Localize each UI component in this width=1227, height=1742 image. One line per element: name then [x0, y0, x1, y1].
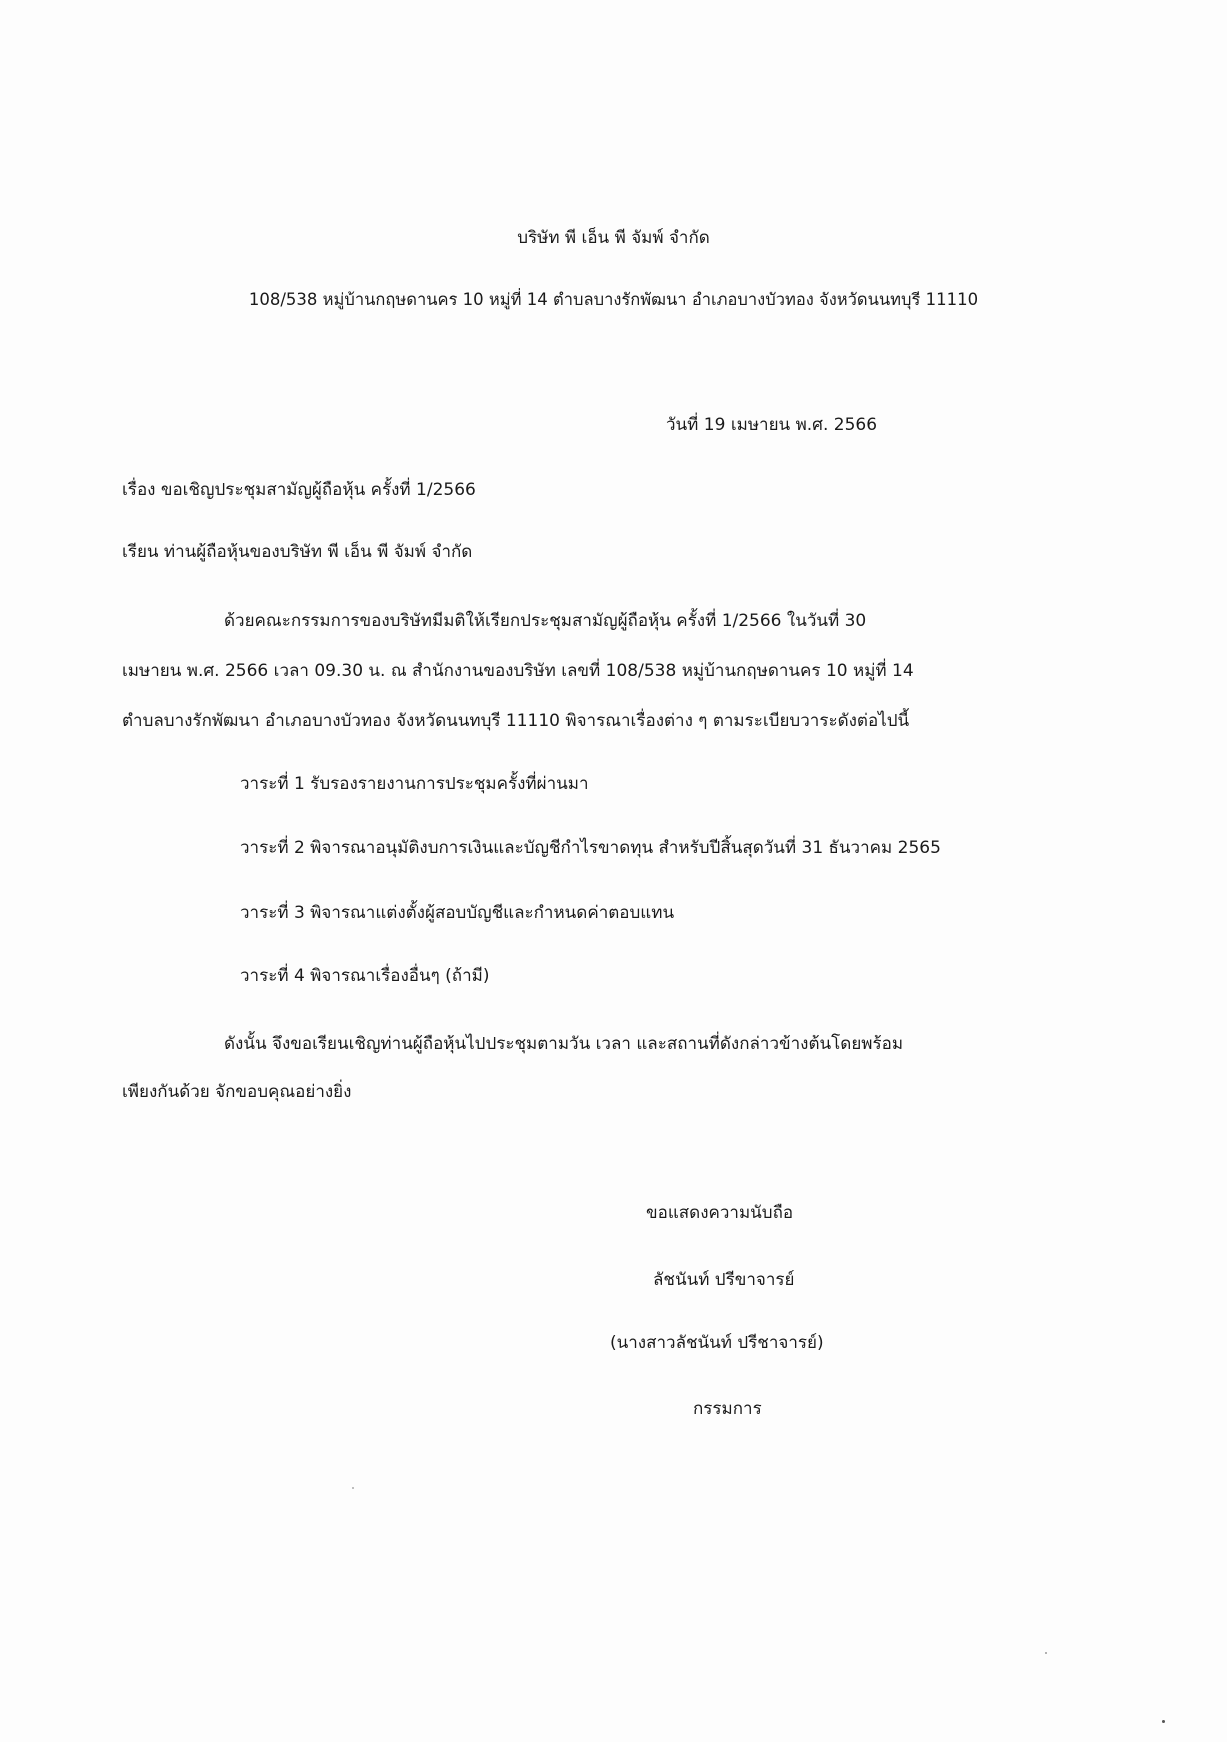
- scan-speck: [1162, 1720, 1165, 1723]
- body-paragraph-1-line-3: ตำบลบางรักพัฒนา อำเภอบางบัวทอง จังหวัดนนทบุรี 11110 พิจารณาเรื่องต่าง ๆ ตามระเบียบวาระดังต่อไปนี้: [122, 711, 910, 731]
- agenda-item-1: วาระที่ 1 รับรองรายงานการประชุมครั้งที่ผ่านมา: [240, 774, 589, 794]
- agenda-item-2: วาระที่ 2 พิจารณาอนุมัติงบการเงินและบัญชีกำไรขาดทุน สำหรับปีสิ้นสุดวันที่ 31 ธันวาคม 2565: [240, 838, 941, 858]
- agenda-item-3: วาระที่ 3 พิจารณาแต่งตั้งผู้สอบบัญชีและกำหนดค่าตอบแทน: [240, 903, 675, 923]
- agenda-item-4: วาระที่ 4 พิจารณาเรื่องอื่นๆ (ถ้ามี): [240, 966, 490, 986]
- letter-addressee: เรียน ท่านผู้ถือหุ้นของบริษัท พี เอ็น พี จัมพ์ จำกัด: [122, 542, 473, 562]
- signature-closing: ขอแสดงความนับถือ: [646, 1203, 794, 1223]
- signature-name: ลัชนันท์ ปรีขาจารย์: [653, 1270, 795, 1290]
- scan-speck: [352, 1487, 354, 1489]
- company-address: 108/538 หมู่บ้านกฤษดานคร 10 หมู่ที่ 14 ตำบลบางรักพัฒนา อำเภอบางบัวทอง จังหวัดนนทบุรี 11110: [248, 290, 979, 309]
- body-paragraph-2-line-1: ดังนั้น จึงขอเรียนเชิญท่านผู้ถือหุ้นไปประชุมตามวัน เวลา และสถานที่ดังกล่าวข้างต้นโดยพร้อม: [224, 1034, 904, 1054]
- letter-subject: เรื่อง ขอเชิญประชุมสามัญผู้ถือหุ้น ครั้งที่ 1/2566: [122, 480, 476, 500]
- signature-title: กรรมการ: [693, 1399, 762, 1419]
- body-paragraph-1-line-1: ด้วยคณะกรรมการของบริษัทมีมติให้เรียกประชุมสามัญผู้ถือหุ้น ครั้งที่ 1/2566 ในวันที่ 30: [224, 611, 867, 631]
- body-paragraph-1-line-2: เมษายน พ.ศ. 2566 เวลา 09.30 น. ณ สำนักงานของบริษัท เลขที่ 108/538 หมู่บ้านกฤษดานคร 10 หมู่ที่ 14: [122, 661, 914, 681]
- letter-date: วันที่ 19 เมษายน พ.ศ. 2566: [666, 415, 878, 435]
- body-paragraph-2-line-2: เพียงกันด้วย จักขอบคุณอย่างยิ่ง: [122, 1082, 352, 1102]
- scan-speck: [1045, 1652, 1047, 1654]
- company-name: บริษัท พี เอ็น พี จัมพ์ จำกัด: [517, 228, 710, 248]
- signature-printed-name: (นางสาวลัชนันท์ ปรีชาจารย์): [610, 1333, 824, 1353]
